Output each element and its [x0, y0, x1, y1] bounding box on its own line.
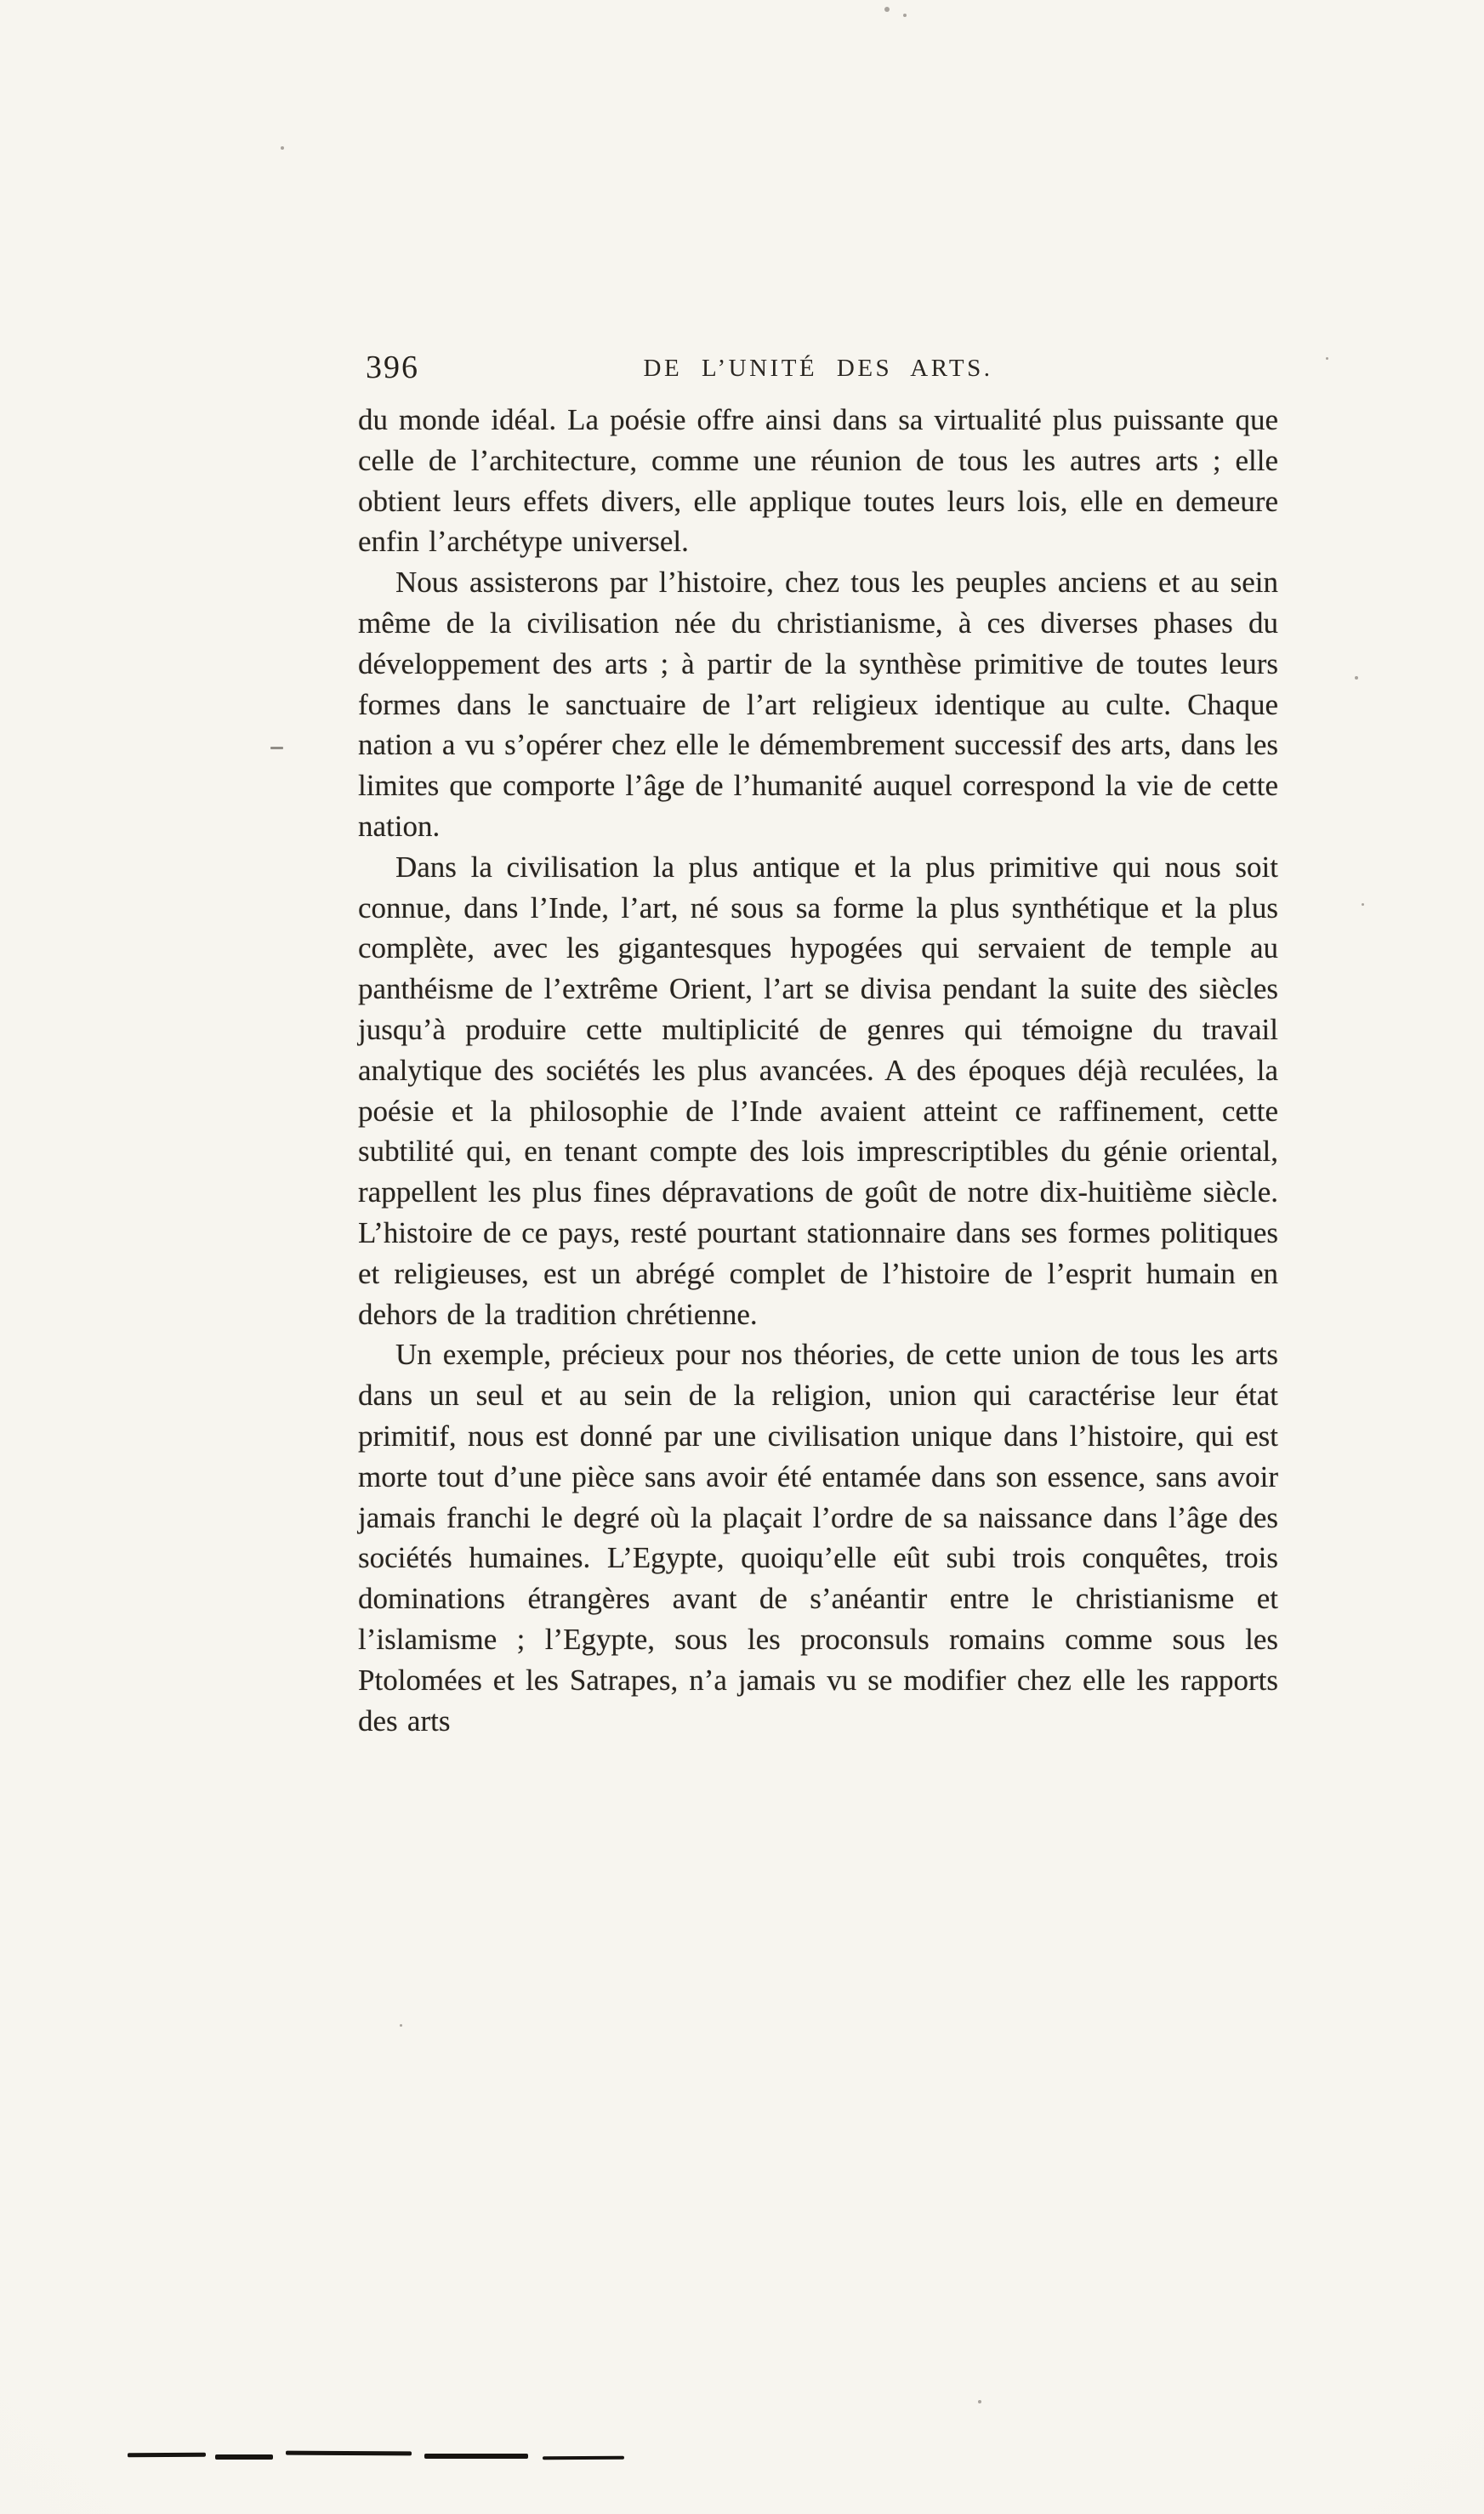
scan-margin-mark: [270, 747, 283, 749]
page-text: [358, 400, 1278, 1741]
scan-speck: [400, 2024, 402, 2027]
running-head: [357, 349, 1279, 393]
paragraph-continuation: du monde idéal. La poésie offre ainsi dans sa virtualité plus puissante que celle de l’architecture, comme une réunion de tous les autres arts ; elle obtient leurs effets divers, elle applique toutes leurs lois, elle en demeure enfin l’archétype universel.: [358, 403, 1278, 559]
scan-speck: [978, 2400, 981, 2403]
paragraph-4: Un exemple, précieux pour nos théories, de cette union de tous les arts dans un seul et au sein de la religion, union qui caractérise leur état primitif, nous est donné par une civilisation unique dans l’histoire, qui est morte tout d’une pièce sans avoir été entamée dans son essence, sans avoir jamais franchi le degré où la plaçait l’ordre de sa naissance dans l’âge des sociétés humaines. L’Egypte, quoiqu’elle eût subi trois conquêtes, trois dominations étrangères avant de s’anéantir entre le christianisme et l’islamisme ; l’Egypte, sous les proconsuls romains comme sous les Ptolomées et les Satrapes, n’a jamais vu se modifier chez elle les rapports des arts: [358, 1338, 1278, 1738]
page-number: 396: [366, 350, 419, 385]
scan-artifact-line: [424, 2454, 528, 2459]
paragraph-2: Nous assisterons par l’histoire, chez tous les peuples anciens et au sein même de la civilisation née du christianisme, à ces diverses phases du développement des arts ; à partir de la synthèse primitive de toutes leurs formes dans le sanctuaire de l’art religieux identique au culte. Chaque nation a vu s’opérer chez elle le démembrement successif des arts, dans les limites que comporte l’âge de l’humanité auquel correspond la vie de cette nation.: [358, 566, 1278, 843]
scan-speck: [1355, 676, 1358, 680]
scan-speck: [903, 14, 907, 17]
scan-speck: [281, 146, 284, 150]
paragraph-3: Dans la civilisation la plus antique et la plus primitive qui nous soit connue, dans l’Inde, l’art, né sous sa forme la plus synthétique et la plus complète, avec les gigantesques hypogées qui servaient de temple au panthéisme de l’extrême Orient, l’art se divisa pendant la suite des siècles jusqu’à produire cette multiplicité de genres qui témoigne du travail analytique des sociétés les plus avancées. A des époques déjà reculées, la poésie et la philosophie de l’Inde avaient atteint ce raffinement, cette subtilité qui, en tenant compte des lois imprescriptibles du génie oriental, rappellent les plus fines dépravations de goût de notre dix-huitième siècle. L’histoire de ce pays, resté pourtant stationnaire dans ses formes politiques et religieuses, est un abrégé complet de l’histoire de l’esprit humain en dehors de la tradition chrétienne.: [358, 850, 1278, 1331]
running-title: DE L’UNITÉ DES ARTS.: [643, 355, 993, 382]
scan-artifact-line: [215, 2454, 273, 2460]
scan-speck: [884, 7, 890, 12]
scan-speck: [1326, 357, 1328, 360]
scan-speck: [1362, 903, 1364, 906]
scan-artifact-line: [128, 2453, 206, 2458]
scan-artifact-line: [286, 2451, 412, 2456]
scan-artifact-line: [543, 2456, 624, 2460]
